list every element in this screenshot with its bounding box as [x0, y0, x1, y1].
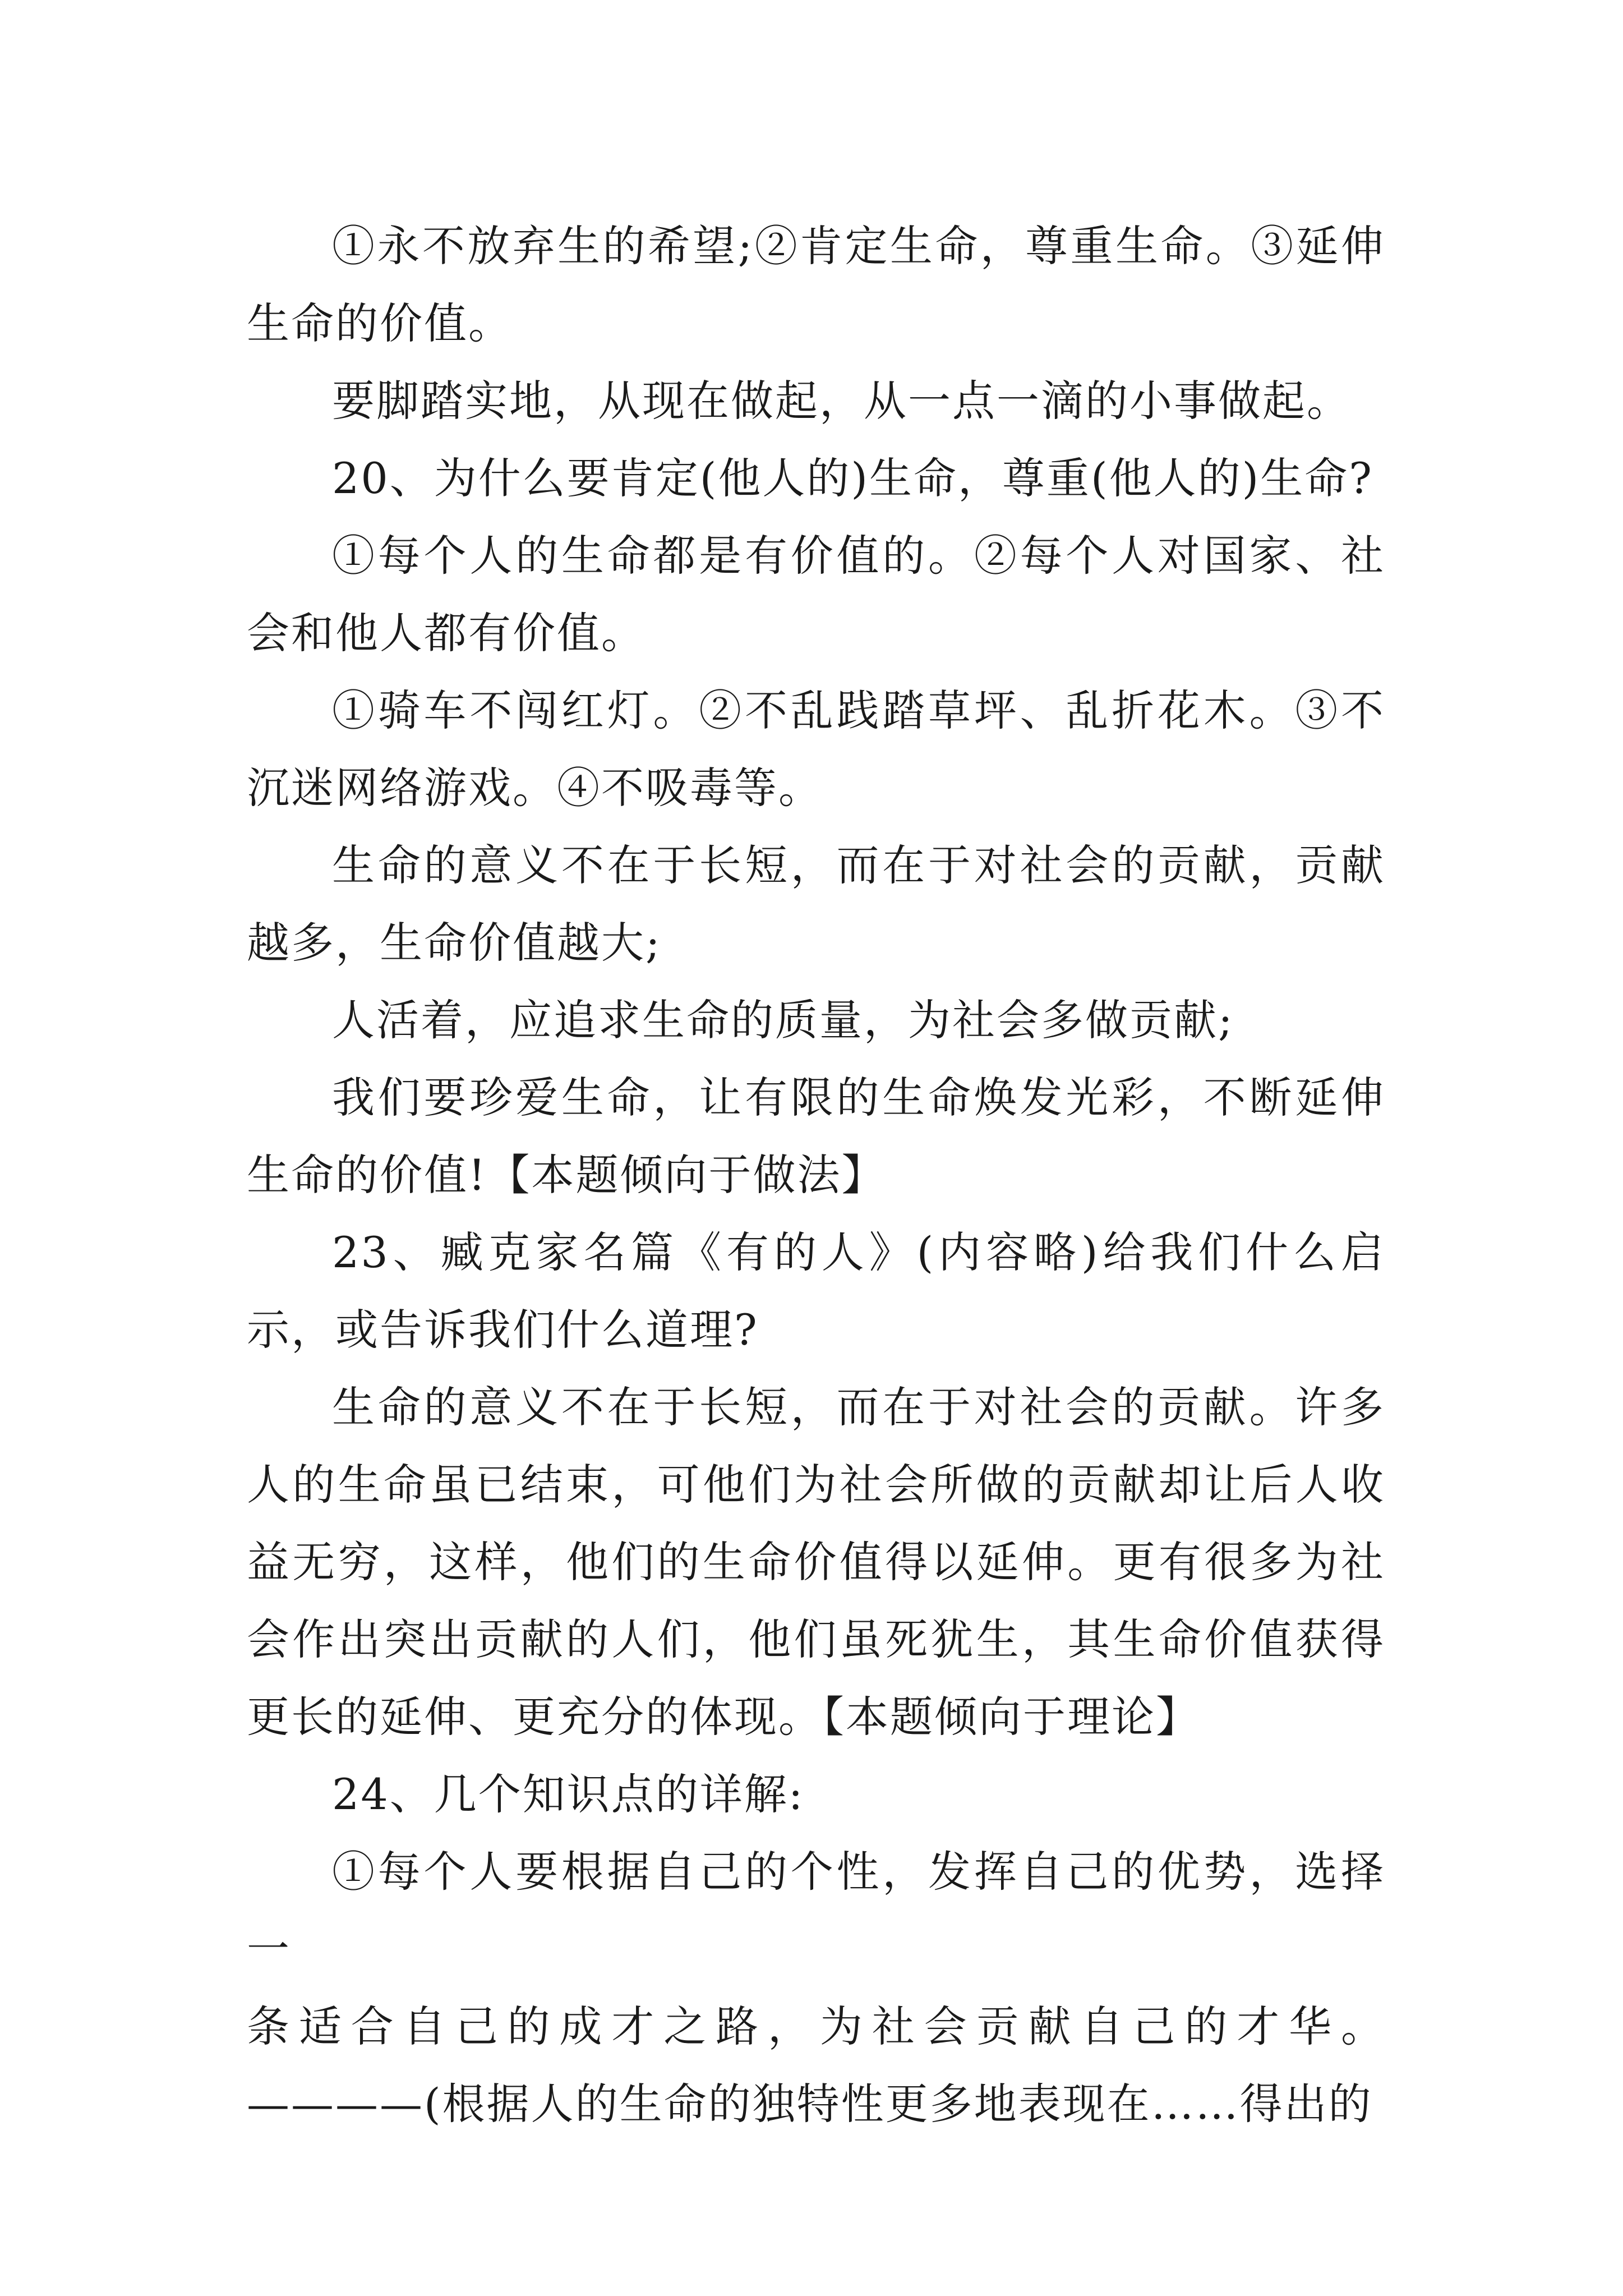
paragraph-7: 人活着，应追求生命的质量，为社会多做贡献;	[332, 995, 1234, 1045]
paragraph-1: ①永不放弃生的希望;②肯定生命，尊重生命。③延伸生命的价值。	[247, 221, 1385, 348]
paragraph-12-line-1: ①每个人要根据自己的个性，发挥自己的优势，选择一	[247, 1847, 1385, 1974]
paragraph-8: 我们要珍爱生命，让有限的生命焕发光彩，不断延伸生命的价值!【本题倾向于做法】	[247, 1073, 1385, 1200]
question-23: 23、臧克家名篇《有的人》(内容略)给我们什么启示，或告诉我们什么道理?	[247, 1227, 1385, 1355]
paragraph-6: 生命的意义不在于长短，而在于对社会的贡献，贡献越多，生命价值越大;	[247, 840, 1385, 968]
paragraph-10: 生命的意义不在于长短，而在于对社会的贡献。许多人的生命虽已结束，可他们为社会所做的贡献却让后人收益无穷，这样，他们的生命价值得以延伸。更有很多为社会作出突出贡献的人们，他们虽死犹生，其生命价值获得更长的延伸、更充分的体现。【本题倾向于理论】	[247, 1382, 1385, 1742]
question-20: 20、为什么要肯定(他人的)生命，尊重(他人的)生命?	[332, 453, 1374, 503]
paragraph-2: 要脚踏实地，从现在做起，从一点一滴的小事做起。	[332, 376, 1351, 426]
document-body	[247, 208, 1385, 2143]
paragraph-12-line-3: ————(根据人的生命的独特性更多地表现在……得出的	[247, 2079, 1373, 2129]
paragraph-5: ①骑车不闯红灯。②不乱践踏草坪、乱折花木。③不沉迷网络游戏。④不吸毒等。	[247, 685, 1385, 813]
paragraph-12-line-2: 条适合自己的成才之路，为社会贡献自己的才华。	[247, 2001, 1385, 2051]
question-24: 24、几个知识点的详解:	[332, 1769, 805, 1819]
paragraph-4: ①每个人的生命都是有价值的。②每个人对国家、社会和他人都有价值。	[247, 531, 1385, 658]
